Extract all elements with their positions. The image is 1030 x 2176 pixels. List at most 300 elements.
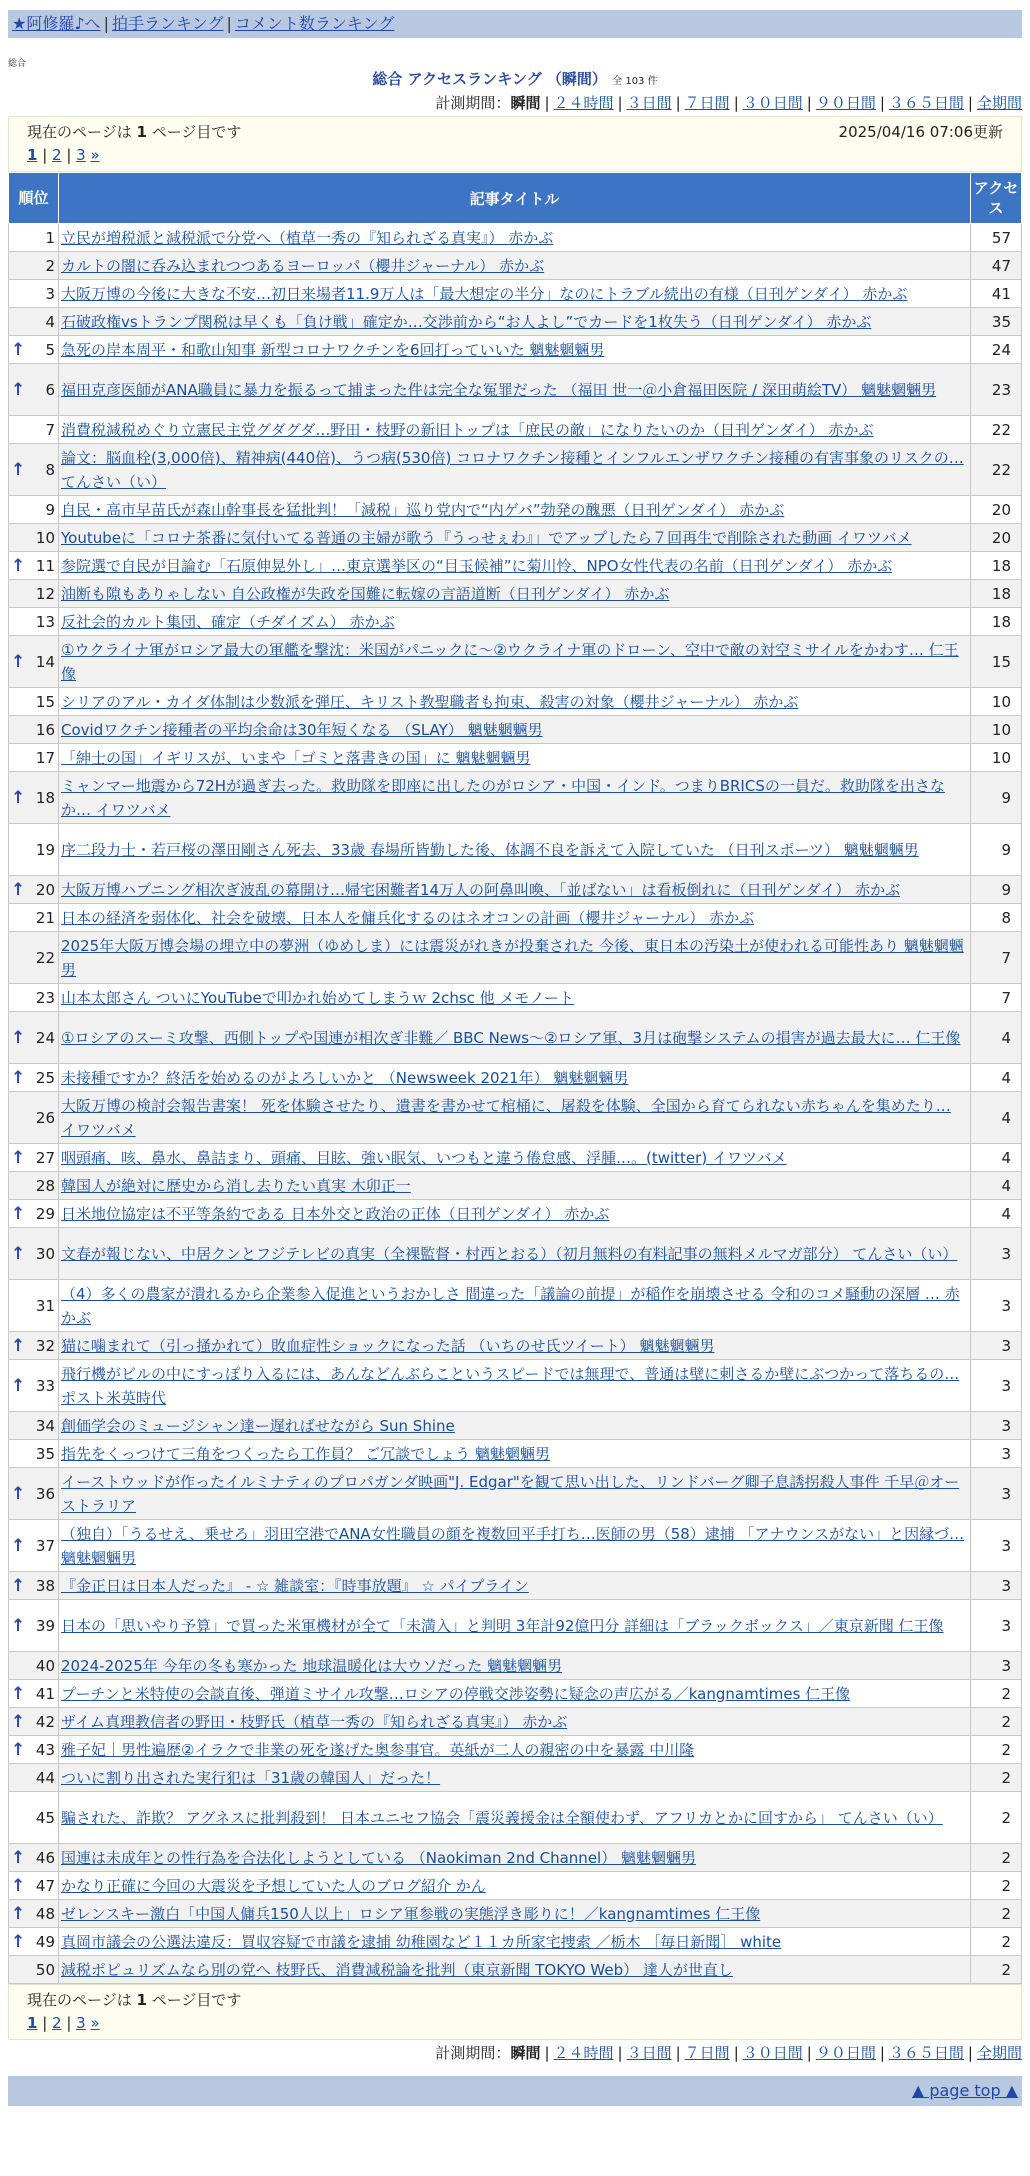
home-link[interactable]: ★阿修羅♪へ bbox=[12, 14, 101, 33]
page-link[interactable]: 1 bbox=[27, 146, 38, 164]
title-cell bbox=[59, 688, 971, 716]
table-row bbox=[9, 1412, 1022, 1440]
access-count: 2 bbox=[971, 1764, 1022, 1792]
rank-cell bbox=[9, 1900, 59, 1928]
article-link[interactable]: ①ウクライナ軍がロシア最大の軍艦を撃沈：米国がパニックに～②ウクライナ軍のドローン、空中で敵の対空ミサイルをかわす… 仁王像 bbox=[61, 640, 959, 683]
table-row bbox=[9, 824, 1022, 876]
rank-up-arrow-icon: ↑ bbox=[11, 555, 26, 576]
period-option[interactable]: ３日間 bbox=[626, 2044, 672, 2062]
title-cell bbox=[59, 252, 971, 280]
article-link[interactable]: 参院選で自民が目論む「石原伸晃外し」…東京選挙区の“目玉候補”に菊川怜、NPO女性代表の名前（日刊ゲンダイ） 赤かぶ bbox=[61, 556, 893, 575]
period-option[interactable]: ２４時間 bbox=[553, 2044, 614, 2062]
rank-number: 48 bbox=[35, 1904, 55, 1923]
nav-separator: | bbox=[103, 14, 109, 33]
access-count: 2 bbox=[971, 1680, 1022, 1708]
article-link[interactable]: カルトの闇に呑み込まれつつあるヨーロッパ（櫻井ジャーナル） 赤かぶ bbox=[61, 256, 545, 275]
rank-number: 24 bbox=[35, 1028, 55, 1047]
rank-cell bbox=[9, 336, 59, 364]
rank-cell bbox=[9, 580, 59, 608]
table-row bbox=[9, 1572, 1022, 1600]
table-row bbox=[9, 1736, 1022, 1764]
rank-number: 16 bbox=[35, 720, 55, 739]
article-link[interactable]: 序二段力士・若戸桜の澤田剛さん死去、33歳 春場所皆勤した後、体調不良を訴えて入院していた （日刊スポーツ） 魑魅魍魎男 bbox=[61, 840, 919, 859]
rank-cell bbox=[9, 1012, 59, 1064]
rank-cell bbox=[9, 1736, 59, 1764]
rank-number: 40 bbox=[35, 1656, 55, 1675]
page-link[interactable]: 3 bbox=[76, 146, 86, 164]
rank-cell bbox=[9, 1172, 59, 1200]
article-link[interactable]: 減税ポピュリズムなら別の党へ 枝野氏、消費減税論を批判（東京新聞 TOKYO Web） 達人が世直し bbox=[61, 1960, 733, 1979]
title-cell bbox=[59, 1956, 971, 1984]
period-separator: | bbox=[617, 2044, 623, 2062]
rank-number: 43 bbox=[35, 1740, 55, 1759]
rank-up-arrow-icon: ↑ bbox=[11, 1203, 26, 1224]
title-cell bbox=[59, 416, 971, 444]
access-count: 10 bbox=[971, 744, 1022, 772]
table-row bbox=[9, 1440, 1022, 1468]
table-row bbox=[9, 252, 1022, 280]
rank-up-arrow-icon: ↑ bbox=[11, 1575, 26, 1596]
article-link[interactable]: 咽頭痛、咳、鼻水、鼻詰まり、頭痛、目眩、強い眠気、いつもと違う倦怠感、浮腫…。(twitter) イワツバメ bbox=[61, 1148, 787, 1167]
article-link[interactable]: 雅子妃｜男性遍歴②イラクで非業の死を遂げた奥参事官。英紙が二人の親密の中を暴露 中川隆 bbox=[61, 1740, 695, 1759]
rank-cell bbox=[9, 1360, 59, 1412]
rank-number: 28 bbox=[35, 1176, 55, 1195]
rank-cell bbox=[9, 416, 59, 444]
rank-cell bbox=[9, 688, 59, 716]
rank-cell bbox=[9, 984, 59, 1012]
access-count: 3 bbox=[971, 1652, 1022, 1680]
article-link[interactable]: 福田克彦医師がANA職員に暴力を振るって捕まった件は完全な冤罪だった （福田 世一＠小倉福田医院 / 深田萌絵TV） 魑魅魍魎男 bbox=[61, 380, 937, 399]
access-count: 47 bbox=[971, 252, 1022, 280]
rank-cell bbox=[9, 1600, 59, 1652]
article-link[interactable]: 文春が報じない、中居クンとフジテレビの真実（全裸監督・村西とおる）（初月無料の有料記事の無料メルマガ部分） てんさい（い） bbox=[61, 1244, 958, 1263]
rank-cell bbox=[9, 308, 59, 336]
table-row bbox=[9, 608, 1022, 636]
period-option[interactable]: 全期間 bbox=[976, 2044, 1022, 2062]
comment-ranking-link[interactable]: コメント数ランキング bbox=[234, 14, 395, 33]
page-link[interactable]: 1 bbox=[27, 2014, 38, 2032]
access-count: 2 bbox=[971, 1736, 1022, 1764]
period-option[interactable]: ７日間 bbox=[684, 2044, 730, 2062]
access-count: 2 bbox=[971, 1844, 1022, 1872]
period-selector bbox=[8, 2040, 1022, 2066]
article-link[interactable]: 消費税減税めぐり立憲民主党グダグダ…野田・枝野の新旧トップは「庶民の敵」になりたいのか（日刊ゲンダイ） 赤かぶ bbox=[61, 420, 874, 439]
article-link[interactable]: 山本太郎さん ついにYouTubeで叩かれ始めてしまうｗ 2chsc 他 メモノート bbox=[61, 988, 574, 1007]
access-count: 3 bbox=[971, 1412, 1022, 1440]
access-count: 18 bbox=[971, 552, 1022, 580]
rank-number: 15 bbox=[35, 692, 55, 711]
period-option: 瞬間 bbox=[510, 2044, 541, 2062]
period-separator: | bbox=[879, 94, 885, 112]
page-link[interactable]: 2 bbox=[52, 146, 62, 164]
table-row bbox=[9, 984, 1022, 1012]
title-cell bbox=[59, 984, 971, 1012]
title-cell bbox=[59, 336, 971, 364]
article-link[interactable]: 急死の岸本周平・和歌山知事 新型コロナワクチンを6回打っていいた 魑魅魍魎男 bbox=[61, 340, 605, 359]
rank-up-arrow-icon: ↑ bbox=[11, 1027, 26, 1048]
page-separator: | bbox=[61, 146, 77, 164]
rank-cell bbox=[9, 1440, 59, 1468]
table-row bbox=[9, 688, 1022, 716]
rank-cell bbox=[9, 1652, 59, 1680]
title-cell bbox=[59, 1228, 971, 1280]
period-option[interactable]: ７日間 bbox=[684, 94, 730, 112]
article-link[interactable]: ザイム真理教信者の野田・枝野氏（植草一秀の『知られざる真実』） 赤かぶ bbox=[61, 1712, 568, 1731]
access-count: 3 bbox=[971, 1360, 1022, 1412]
article-link[interactable]: 2025年大阪万博会場の埋立中の夢洲（ゆめしま）には震災がれきが投棄された 今後、東日本の汚染土が使われる可能性あり 魑魅魍魎男 bbox=[61, 936, 964, 979]
rank-up-arrow-icon: ↑ bbox=[11, 1147, 26, 1168]
article-link[interactable]: 真岡市議会の公選法違反：買収容疑で市議を逮捕 幼稚園など１１カ所家宅捜索 ／栃木 ［毎日新聞］ white bbox=[61, 1932, 782, 1951]
rank-number: 31 bbox=[35, 1296, 55, 1315]
rank-cell bbox=[9, 252, 59, 280]
rank-number: 14 bbox=[35, 652, 55, 671]
rank-cell bbox=[9, 224, 59, 252]
article-link[interactable]: （4）多くの農家が潰れるから企業参入促進というおかしさ 間違った「議論の前提」が稲作を崩壊させる 令和のコメ騒動の深層 … 赤かぶ bbox=[61, 1284, 960, 1327]
rank-number: 5 bbox=[45, 340, 55, 359]
access-count: 3 bbox=[971, 1572, 1022, 1600]
article-link[interactable]: 大阪万博ハプニング相次ぎ波乱の幕開け…帰宅困難者14万人の阿鼻叫喚、「並ばない」は看板倒れに（日刊ゲンダイ） 赤かぶ bbox=[61, 880, 901, 899]
title-cell bbox=[59, 772, 971, 824]
rank-up-arrow-icon: ↑ bbox=[11, 787, 26, 808]
rank-number: 34 bbox=[35, 1416, 55, 1435]
title-cell bbox=[59, 1280, 971, 1332]
rank-number: 21 bbox=[35, 908, 55, 927]
period-option[interactable]: ３０日間 bbox=[742, 2044, 803, 2062]
pager-top bbox=[8, 116, 1022, 172]
article-link[interactable]: 立民が増税派と減税派で分党へ（植草一秀の『知られざる真実』） 赤かぶ bbox=[61, 228, 554, 247]
rank-cell bbox=[9, 876, 59, 904]
page-link[interactable]: 3 bbox=[76, 2014, 86, 2032]
table-row bbox=[9, 744, 1022, 772]
title-cell bbox=[59, 1680, 971, 1708]
table-row bbox=[9, 1928, 1022, 1956]
rank-cell bbox=[9, 744, 59, 772]
article-link[interactable]: 騙された、詐欺？ アグネスに批判殺到！ 日本ユニセフ協会「震災義援金は全額使わず、アフリカとかに回すから」 てんさい（い） bbox=[61, 1808, 943, 1827]
title-cell bbox=[59, 580, 971, 608]
nav-separator: | bbox=[226, 14, 232, 33]
table-row bbox=[9, 636, 1022, 688]
pager-bottom bbox=[8, 1984, 1022, 2040]
rank-number: 42 bbox=[35, 1712, 55, 1731]
rank-cell bbox=[9, 1520, 59, 1572]
title-cell bbox=[59, 280, 971, 308]
access-count: 4 bbox=[971, 1172, 1022, 1200]
article-link[interactable]: 猫に噛まれて（引っ掻かれて）敗血症性ショックになった話 （いちのせ氏ツイート） 魑魅魍魎男 bbox=[61, 1336, 715, 1355]
article-link[interactable]: 日本の経済を弱体化、社会を破壊、日本人を傭兵化するのはネオコンの計画（櫻井ジャーナル） 赤かぶ bbox=[61, 908, 755, 927]
access-count: 2 bbox=[971, 1708, 1022, 1736]
article-link[interactable]: かなり正確に今回の大震災を予想していた人のブログ紹介 かん bbox=[61, 1876, 486, 1895]
table-row bbox=[9, 336, 1022, 364]
article-link[interactable]: Covidワクチン接種者の平均余命は30年短くなる （SLAY） 魑魅魍魎男 bbox=[61, 720, 543, 739]
article-link[interactable]: 日本の「思いやり予算」で買った米軍機材が全て「未満入」と判明 3年計92億円分 詳細は「ブラックボックス」／東京新聞 仁王像 bbox=[61, 1616, 944, 1635]
article-link[interactable]: （独自）「うるせえ、乗せろ」羽田空港でANA女性職員の顔を複数回平手打ち…医師の男（58）逮捕 「アナウンスがない」と因縁づ… 魑魅魍魎男 bbox=[61, 1524, 965, 1567]
rank-up-arrow-icon: ↑ bbox=[11, 1335, 26, 1356]
article-link[interactable]: 飛行機がビルの中にすっぽり入るには、あんなどんぶらこというスピードでは無理で、普通は壁に刺さるか壁にぶつかって落ちるの… ポスト米英時代 bbox=[61, 1364, 960, 1407]
period-option[interactable]: ３６５日間 bbox=[888, 2044, 964, 2062]
table-row bbox=[9, 1092, 1022, 1144]
table-row bbox=[9, 1332, 1022, 1360]
rank-number: 47 bbox=[35, 1876, 55, 1895]
rank-up-arrow-icon: ↑ bbox=[11, 1243, 26, 1264]
title-cell bbox=[59, 1572, 971, 1600]
page-title: 総合 アクセスランキング （瞬間） bbox=[372, 70, 607, 88]
rank-number: 1 bbox=[45, 228, 55, 247]
access-count: 2 bbox=[971, 1872, 1022, 1900]
rank-number: 20 bbox=[35, 880, 55, 899]
period-option[interactable]: ３０日間 bbox=[742, 94, 803, 112]
rank-cell bbox=[9, 524, 59, 552]
article-link[interactable]: 日米地位協定は不平等条約である 日本外交と政治の正体（日刊ゲンダイ） 赤かぶ bbox=[61, 1204, 610, 1223]
access-count: 10 bbox=[971, 688, 1022, 716]
access-count: 2 bbox=[971, 1792, 1022, 1844]
title-cell bbox=[59, 496, 971, 524]
article-link[interactable]: 「紳士の国」イギリスが、いまや「ゴミと落書きの国」に 魑魅魍魎男 bbox=[61, 748, 531, 767]
title-cell bbox=[59, 1792, 971, 1844]
access-count: 35 bbox=[971, 308, 1022, 336]
page-separator: | bbox=[37, 2014, 53, 2032]
rank-number: 41 bbox=[35, 1684, 55, 1703]
table-row bbox=[9, 224, 1022, 252]
current-page-text: 現在のページは 1 ページ目です bbox=[27, 123, 242, 141]
table-row bbox=[9, 364, 1022, 416]
rank-number: 46 bbox=[35, 1848, 55, 1867]
rank-number: 4 bbox=[45, 312, 55, 331]
rank-up-arrow-icon: ↑ bbox=[11, 1375, 26, 1396]
section-label: 総合 bbox=[8, 59, 27, 69]
rank-number: 3 bbox=[45, 284, 55, 303]
article-link[interactable]: 『金正日は日本人だった』 - ☆ 雑談室：『時事放題』 ☆ パイプライン bbox=[61, 1576, 529, 1595]
page-links bbox=[27, 2011, 1003, 2035]
next-page-link[interactable]: » bbox=[90, 2014, 100, 2032]
rank-cell bbox=[9, 904, 59, 932]
period-selector bbox=[8, 90, 1022, 116]
article-link[interactable]: シリアのアル・カイダ体制は少数派を弾圧、キリスト教聖職者も拘束、殺害の対象（櫻井ジャーナル） 赤かぶ bbox=[61, 692, 799, 711]
rank-up-arrow-icon: ↑ bbox=[11, 1711, 26, 1732]
article-link[interactable]: 油断も隙もありゃしない 自公政権が失政を国難に転嫁の言語道断（日刊ゲンダイ） 赤かぶ bbox=[61, 584, 670, 603]
access-count: 4 bbox=[971, 1012, 1022, 1064]
table-row bbox=[9, 496, 1022, 524]
table-row bbox=[9, 1200, 1022, 1228]
access-count: 8 bbox=[971, 904, 1022, 932]
period-option[interactable]: ３日間 bbox=[626, 94, 672, 112]
article-link[interactable]: 石破政権vsトランプ関税は早くも「負け戦」確定か…交渉前から“お人よし”でカードを1枚失う（日刊ゲンダイ） 赤かぶ bbox=[61, 312, 872, 331]
rank-header: 順位 bbox=[9, 173, 59, 224]
article-link[interactable]: 反社会的カルト集団、確定（チダイズム） 赤かぶ bbox=[61, 612, 395, 631]
rank-number: 36 bbox=[35, 1484, 55, 1503]
rank-up-arrow-icon: ↑ bbox=[11, 879, 26, 900]
access-count: 4 bbox=[971, 1092, 1022, 1144]
rank-number: 38 bbox=[35, 1576, 55, 1595]
rank-cell bbox=[9, 1064, 59, 1092]
article-link[interactable]: 創価学会のミュージシャン達ー遅ればせながら Sun Shine bbox=[61, 1416, 455, 1435]
title-cell bbox=[59, 444, 971, 496]
period-separator: | bbox=[733, 2044, 739, 2062]
article-link[interactable]: 自民・高市早苗氏が森山幹事長を猛批判！「減税」巡り党内で“内ゲバ”勃発の醜悪（日刊ゲンダイ） 赤かぶ bbox=[61, 500, 785, 519]
table-row bbox=[9, 1064, 1022, 1092]
table-row bbox=[9, 1956, 1022, 1984]
period-separator: | bbox=[733, 94, 739, 112]
period-option: 瞬間 bbox=[510, 94, 541, 112]
rank-number: 33 bbox=[35, 1376, 55, 1395]
table-row bbox=[9, 444, 1022, 496]
rank-number: 13 bbox=[35, 612, 55, 631]
title-cell bbox=[59, 1012, 971, 1064]
rank-cell bbox=[9, 1844, 59, 1872]
rank-cell bbox=[9, 608, 59, 636]
rank-cell bbox=[9, 1792, 59, 1844]
title-cell bbox=[59, 552, 971, 580]
rank-number: 22 bbox=[35, 948, 55, 967]
period-option[interactable]: ９０日間 bbox=[815, 94, 876, 112]
access-count: 20 bbox=[971, 524, 1022, 552]
rank-up-arrow-icon: ↑ bbox=[11, 379, 26, 400]
article-link[interactable]: 大阪万博の検討会報告書案！ 死を体験させたり、遺書を書かせて棺桶に、屠殺を体験、全国から育てられない赤ちゃんを集めたり… イワツバメ bbox=[61, 1096, 951, 1139]
table-row bbox=[9, 1600, 1022, 1652]
title-cell bbox=[59, 824, 971, 876]
title-cell bbox=[59, 1468, 971, 1520]
page-links bbox=[27, 143, 1003, 167]
title-cell bbox=[59, 524, 971, 552]
article-link[interactable]: ①ロシアのスーミ攻撃、西側トップや国連が相次ぎ非難／ BBC News～②ロシア軍、3月は砲撃システムの損害が過去最大に… 仁王像 bbox=[61, 1028, 961, 1047]
title-cell bbox=[59, 744, 971, 772]
access-count: 4 bbox=[971, 1064, 1022, 1092]
article-link[interactable]: イーストウッドが作ったイルミナティのプロパガンダ映画"J. Edgar"を観て思い出した、リンドバーグ卿子息誘拐殺人事件 千早＠オーストラリア bbox=[61, 1472, 960, 1515]
table-row bbox=[9, 932, 1022, 984]
access-count: 3 bbox=[971, 1332, 1022, 1360]
article-link[interactable]: 大阪万博の今後に大きな不安…初日来場者11.9万人は「最大想定の半分」なのにトラブル続出の有様（日刊ゲンダイ） 赤かぶ bbox=[61, 284, 908, 303]
table-row bbox=[9, 1172, 1022, 1200]
article-link[interactable]: 韓国人が絶対に歴史から消し去りたい真実 木卯正一 bbox=[61, 1176, 411, 1195]
table-row bbox=[9, 1652, 1022, 1680]
article-link[interactable]: ゼレンスキー激白「中国人傭兵150人以上」ロシア軍参戦の実態浮き彫りに！／kangnamtimes 仁王像 bbox=[61, 1904, 761, 1923]
access-count: 3 bbox=[971, 1520, 1022, 1572]
rank-number: 44 bbox=[35, 1768, 55, 1787]
rank-up-arrow-icon: ↑ bbox=[11, 459, 26, 480]
rank-number: 2 bbox=[45, 256, 55, 275]
access-count: 2 bbox=[971, 1928, 1022, 1956]
rank-number: 49 bbox=[35, 1932, 55, 1951]
table-row bbox=[9, 904, 1022, 932]
period-label: 計測期間： bbox=[435, 94, 511, 112]
page-link[interactable]: 2 bbox=[52, 2014, 62, 2032]
rank-up-arrow-icon: ↑ bbox=[11, 1483, 26, 1504]
title-cell bbox=[59, 716, 971, 744]
title-cell bbox=[59, 308, 971, 336]
title-cell bbox=[59, 608, 971, 636]
table-row bbox=[9, 552, 1022, 580]
article-link[interactable]: 2024-2025年 今年の冬も寒かった 地球温暖化は大ウソだった 魑魅魍魎男 bbox=[61, 1656, 563, 1675]
title-cell bbox=[59, 1332, 971, 1360]
table-row bbox=[9, 876, 1022, 904]
title-cell bbox=[59, 1708, 971, 1736]
table-row bbox=[9, 1680, 1022, 1708]
table-row bbox=[9, 280, 1022, 308]
article-link[interactable]: プーチンと米特使の会談直後、弾道ミサイル攻撃…ロシアの停戦交渉姿勢に疑念の声広がる／kangnamtimes 仁王像 bbox=[61, 1684, 851, 1703]
period-option[interactable]: ２４時間 bbox=[553, 94, 614, 112]
rank-up-arrow-icon: ↑ bbox=[11, 1847, 26, 1868]
total-count: 全 103 件 bbox=[612, 76, 658, 87]
rank-cell bbox=[9, 1708, 59, 1736]
table-row bbox=[9, 1360, 1022, 1412]
title-cell bbox=[59, 1360, 971, 1412]
rank-number: 23 bbox=[35, 988, 55, 1007]
title-cell bbox=[59, 1844, 971, 1872]
rank-up-arrow-icon: ↑ bbox=[11, 339, 26, 360]
rank-number: 30 bbox=[35, 1244, 55, 1263]
period-option[interactable]: ９０日間 bbox=[815, 2044, 876, 2062]
rank-up-arrow-icon: ↑ bbox=[11, 1739, 26, 1760]
access-count: 22 bbox=[971, 444, 1022, 496]
access-count: 7 bbox=[971, 984, 1022, 1012]
access-count: 7 bbox=[971, 932, 1022, 984]
rank-cell bbox=[9, 716, 59, 744]
article-link[interactable]: 未接種ですか？終活を始めるのがよろしいかと （Newsweek 2021年） 魑魅魍魎男 bbox=[61, 1068, 629, 1087]
article-link[interactable]: Youtubeに「コロナ茶番に気付いてる普通の主婦が歌う『うっせぇわ』」でアップしたら７回再生で削除された動画 イワツバメ bbox=[61, 528, 912, 547]
rank-cell bbox=[9, 552, 59, 580]
period-separator: | bbox=[675, 2044, 681, 2062]
page-top-link[interactable]: ▲ page top ▲ bbox=[911, 2081, 1018, 2100]
title-cell bbox=[59, 1064, 971, 1092]
title-cell bbox=[59, 1520, 971, 1572]
updated-timestamp: 2025/04/16 07:06更新 bbox=[838, 123, 1003, 141]
rank-number: 32 bbox=[35, 1336, 55, 1355]
article-link[interactable]: ついに割り出された実行犯は「31歳の韓国人」だった！ bbox=[61, 1768, 441, 1787]
rank-number: 26 bbox=[35, 1108, 55, 1127]
next-page-link[interactable]: » bbox=[90, 146, 100, 164]
table-row bbox=[9, 1144, 1022, 1172]
rank-cell bbox=[9, 1764, 59, 1792]
rank-cell bbox=[9, 1144, 59, 1172]
rank-cell bbox=[9, 772, 59, 824]
rank-cell bbox=[9, 1572, 59, 1600]
rank-cell bbox=[9, 1228, 59, 1280]
rank-cell bbox=[9, 1928, 59, 1956]
access-count: 23 bbox=[971, 364, 1022, 416]
title-cell bbox=[59, 1092, 971, 1144]
period-label: 計測期間： bbox=[435, 2044, 511, 2062]
rank-cell bbox=[9, 1468, 59, 1520]
article-link[interactable]: 国連は未成年との性行為を合法化しようとしている （Naokiman 2nd Channel） 魑魅魍魎男 bbox=[61, 1848, 696, 1867]
period-option[interactable]: 全期間 bbox=[976, 94, 1022, 112]
table-row bbox=[9, 1280, 1022, 1332]
rank-number: 27 bbox=[35, 1148, 55, 1167]
rank-number: 18 bbox=[35, 788, 55, 807]
title-cell bbox=[59, 1872, 971, 1900]
article-link[interactable]: 指先をくっつけて三角をつくったら工作員？ ご冗談でしょう 魑魅魍魎男 bbox=[61, 1444, 550, 1463]
access-count: 10 bbox=[971, 716, 1022, 744]
access-count: 57 bbox=[971, 224, 1022, 252]
clap-ranking-link[interactable]: 拍手ランキング bbox=[111, 14, 224, 33]
page-title-block bbox=[0, 68, 1030, 90]
article-link[interactable]: ミャンマー地震から72Hが過ぎ去った。救助隊を即座に出したのがロシア・中国・インド。つまりBRICSの一員だ。救助隊を出さなか… イワツバメ bbox=[61, 776, 945, 819]
access-count: 2 bbox=[971, 1900, 1022, 1928]
period-option[interactable]: ３６５日間 bbox=[888, 94, 964, 112]
table-row bbox=[9, 1520, 1022, 1572]
period-separator: | bbox=[967, 2044, 973, 2062]
top-nav-bar bbox=[8, 10, 1022, 38]
table-row bbox=[9, 524, 1022, 552]
access-count: 15 bbox=[971, 636, 1022, 688]
rank-number: 10 bbox=[35, 528, 55, 547]
title-cell bbox=[59, 224, 971, 252]
rank-number: 45 bbox=[35, 1808, 55, 1827]
rank-up-arrow-icon: ↑ bbox=[11, 651, 26, 672]
title-cell bbox=[59, 1440, 971, 1468]
article-link[interactable]: 論文：脳血栓(3,000倍)、精神病(440倍)、うつ病(530倍) コロナワクチン接種とインフルエンザワクチン接種の有害事象のリスクの… てんさい（い） bbox=[61, 448, 964, 491]
rank-number: 35 bbox=[35, 1444, 55, 1463]
title-header: 記事タイトル bbox=[59, 173, 971, 224]
rank-up-arrow-icon: ↑ bbox=[11, 1903, 26, 1924]
